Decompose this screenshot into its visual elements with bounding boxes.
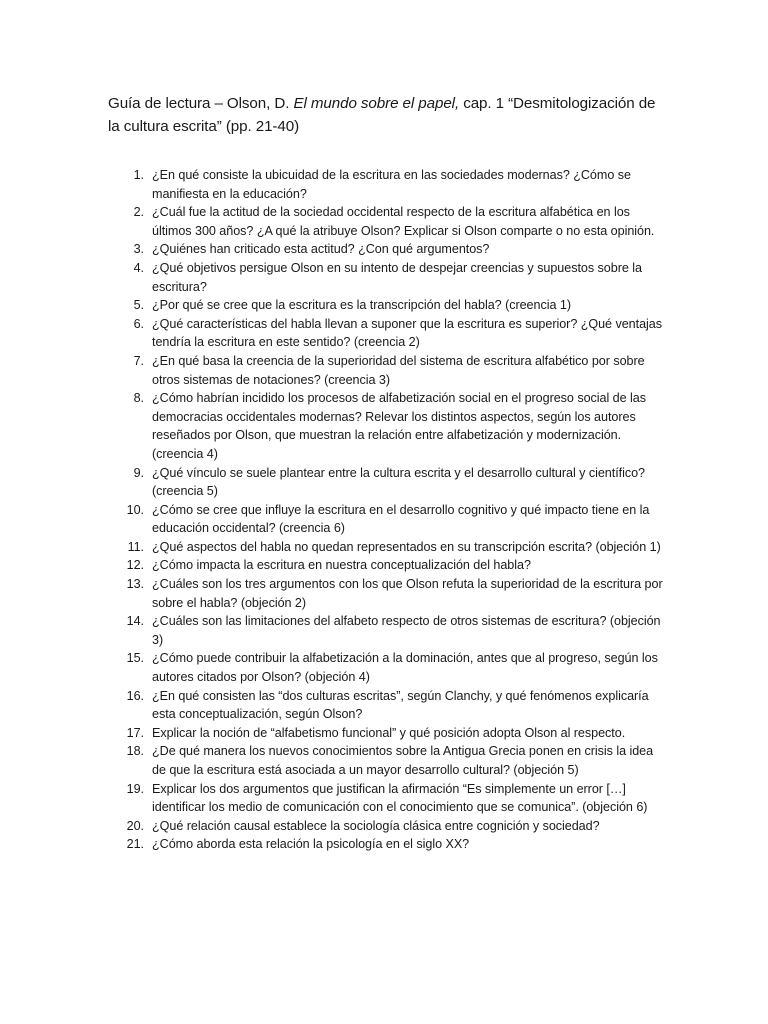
question-item xyxy=(108,296,668,315)
question-number: 4. xyxy=(133,260,144,275)
question-text: ¿Cómo habrían incidido los procesos de alfabetización social en el progreso social de las democracias occidentales modernas? Relevar los distintos aspectos, según los autores reseñados por Olson, que muestran la relación entre alfabetización y modernización. (creencia 4) xyxy=(152,391,646,461)
question-text: ¿Cómo se cree que influye la escritura en el desarrollo cognitivo y qué impacto tiene en la educación occidental? (creencia 6) xyxy=(152,502,650,536)
question-item xyxy=(108,464,668,501)
question-number: 11. xyxy=(127,539,144,554)
question-text: ¿Quiénes han criticado esta actitud? ¿Con qué argumentos? xyxy=(152,242,490,257)
title-book-name: El mundo sobre el papel, xyxy=(293,95,460,112)
question-number: 5. xyxy=(133,298,144,313)
question-item xyxy=(108,240,668,259)
question-text: ¿Qué relación causal establece la sociología clásica entre cognición y sociedad? xyxy=(152,818,600,833)
question-number: 17. xyxy=(126,725,144,740)
question-number: 9. xyxy=(133,465,144,480)
document-title xyxy=(108,92,668,138)
question-text: ¿Cuál fue la actitud de la sociedad occidental respecto de la escritura alfabética en los últimos 300 años? ¿A qué la atribuye Olson? Explicar si Olson comparte o no esta opinión. xyxy=(152,205,655,238)
question-text: ¿Cómo impacta la escritura en nuestra conceptualización del habla? xyxy=(152,558,531,573)
question-number: 2. xyxy=(133,205,144,220)
question-number: 3. xyxy=(133,242,144,257)
question-number: 19. xyxy=(126,781,144,796)
question-text: ¿Cuáles son los tres argumentos con los que Olson refuta la superioridad de la escritura por sobre el habla? (objeción 2) xyxy=(152,577,663,610)
question-item xyxy=(108,612,668,649)
question-text: ¿Por qué se cree que la escritura es la transcripción del habla? (creencia 1) xyxy=(152,298,571,313)
question-item xyxy=(108,259,668,296)
question-item xyxy=(108,315,668,352)
question-item xyxy=(108,389,668,463)
question-text: ¿Cuáles son las limitaciones del alfabeto respecto de otros sistemas de escritura? (objeción 3) xyxy=(152,614,661,647)
question-number: 15. xyxy=(126,651,144,666)
question-text: ¿Qué aspectos del habla no quedan representados en su transcripción escrita? (objeción 1) xyxy=(152,539,661,554)
question-text: ¿Qué objetivos persigue Olson en su intento de despejar creencias y supuestos sobre la escritura? xyxy=(152,260,642,294)
title-prefix: Guía de lectura – Olson, D. xyxy=(108,95,294,112)
question-item xyxy=(108,352,668,389)
question-item xyxy=(108,203,668,240)
question-number: 13. xyxy=(126,577,144,592)
question-number: 6. xyxy=(133,316,144,331)
question-text: Explicar los dos argumentos que justifican la afirmación “Es simplemente un error […] identificar los medio de comunicación con el conocimiento que se comunica”. (objeción 6) xyxy=(152,781,648,815)
question-number: 10. xyxy=(126,502,144,517)
question-item xyxy=(108,575,668,612)
question-number: 8. xyxy=(133,391,144,406)
question-text: ¿En qué consiste la ubicuidad de la escritura en las sociedades modernas? ¿Cómo se manifiesta en la educación? xyxy=(152,168,631,201)
question-number: 7. xyxy=(133,353,144,368)
question-number: 14. xyxy=(126,614,144,629)
question-number: 16. xyxy=(126,688,144,703)
question-item xyxy=(108,835,668,854)
question-item xyxy=(108,556,668,575)
question-item xyxy=(108,780,668,817)
question-item xyxy=(108,817,668,836)
question-item xyxy=(108,166,668,203)
question-item xyxy=(108,687,668,724)
question-number: 12. xyxy=(126,558,144,573)
question-text: ¿En qué basa la creencia de la superioridad del sistema de escritura alfabético por sobre otros sistemas de notaciones? (creencia 3) xyxy=(152,353,645,387)
title-suffix: cap. 1 “Desmitologización de la cultura escrita” (pp. 21-40) xyxy=(108,95,656,135)
question-text: ¿De qué manera los nuevos conocimientos sobre la Antigua Grecia ponen en crisis la idea de que la escritura está asociada a un mayor desarrollo cultural? (objeción 5) xyxy=(152,744,654,777)
question-text: Explicar la noción de “alfabetismo funcional” y qué posición adopta Olson al respecto. xyxy=(152,725,626,740)
question-text: ¿Qué características del habla llevan a suponer que la escritura es superior? ¿Qué ventajas tendría la escritura en este sentido? (creencia 2) xyxy=(152,316,662,350)
question-item xyxy=(108,742,668,779)
question-item xyxy=(108,538,668,557)
question-text: ¿Qué vínculo se suele plantear entre la cultura escrita y el desarrollo cultural y científico? (creencia 5) xyxy=(152,465,646,499)
question-number: 21. xyxy=(126,837,144,852)
question-text: ¿En qué consisten las “dos culturas escritas”, según Clanchy, y qué fenómenos explicaría esta conceptualización, según Olson? xyxy=(152,688,649,722)
question-item xyxy=(108,724,668,743)
question-list xyxy=(108,166,668,854)
question-number: 1. xyxy=(133,168,144,182)
question-number: 18. xyxy=(126,744,144,759)
question-text: ¿Cómo puede contribuir la alfabetización a la dominación, antes que al progreso, según los autores citados por Olson? (objeción 4) xyxy=(152,651,658,685)
question-text: ¿Cómo aborda esta relación la psicología en el siglo XX? xyxy=(152,837,470,852)
question-number: 20. xyxy=(126,818,144,833)
question-item xyxy=(108,501,668,538)
question-item xyxy=(108,649,668,686)
